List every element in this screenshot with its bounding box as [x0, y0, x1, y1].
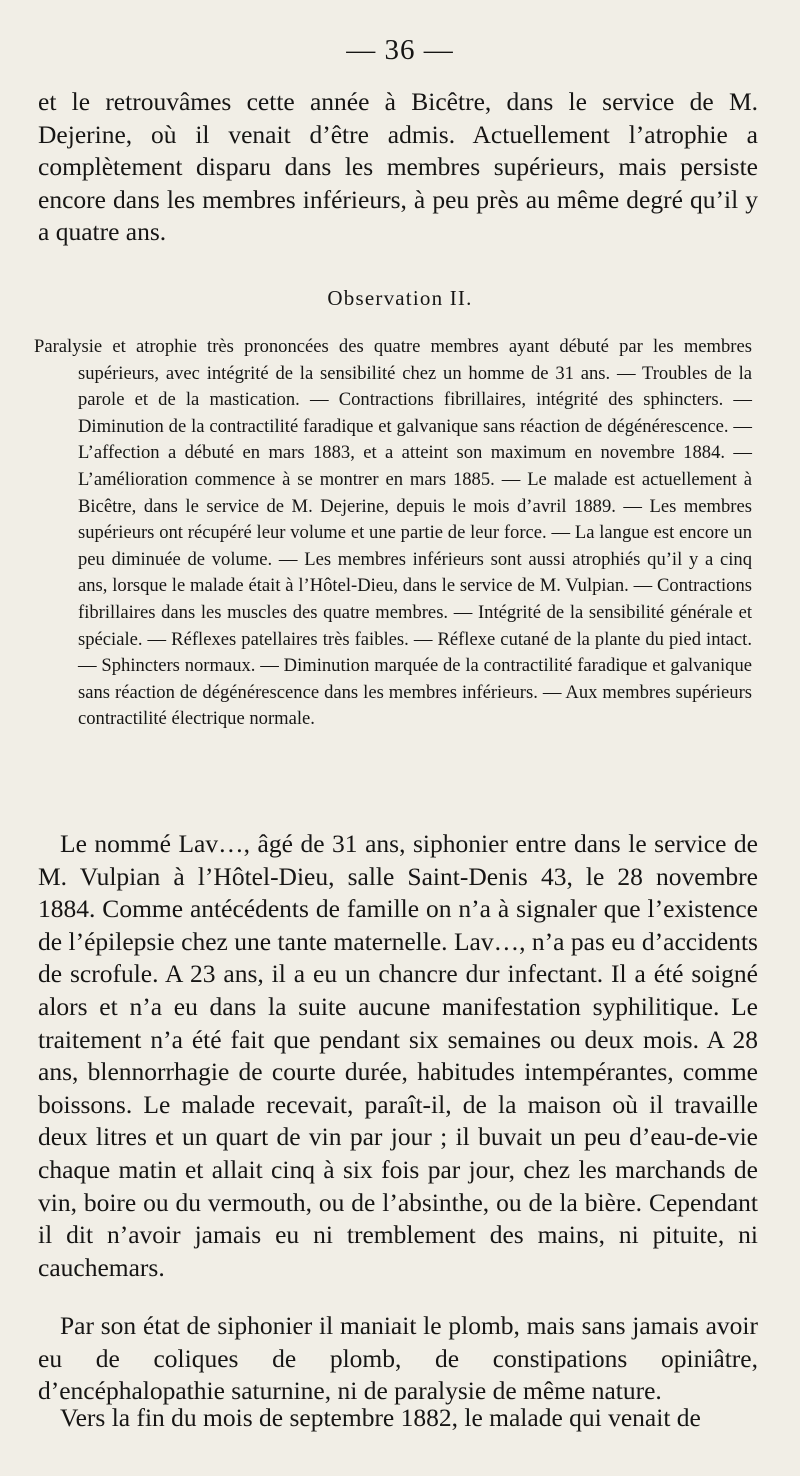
paragraph-occupation: Par son état de siphonier il maniait le plomb, mais sans jamais avoir eu de coliques de plomb, de constipations opiniâtre, d’encéphalopathie saturnine, ni de paralysie de même nature.: [38, 1311, 758, 1406]
paragraph-case-history: Le nommé Lav…, âgé de 31 ans, siphonier entre dans le service de M. Vulpian à l’Hôtel-Dieu, salle Saint-Denis 43, le 28 novembre 1884. Comme antécédents de famille on n’a à signaler que l’existence de l’épilepsie chez une tante maternelle. Lav…, n’a pas eu d’accidents de scrofule. A 23 ans, il a eu un chancre dur infectant. Il a été soigné alors et n’a eu dans la suite aucune manifestation syphilitique. Le traitement n’a été fait que pendant six semaines ou deux mois. A 28 ans, blennorrhagie de courte durée, habitudes intempérantes, comme boissons. Le malade recevait, paraît-il, de la maison où il travaille deux litres et un quart de vin par jour ; il buvait un peu d’eau-de-vie chaque matin et allait cinq à six fois par jour, chez les marchands de vin, boire ou du vermouth, ou de l’absinthe, ou de la bière. Cependant il dit n’avoir jamais eu ni tremblement des mains, ni pituite, ni cauchemars.: [38, 829, 758, 1282]
observation-summary: Paralysie et atrophie très prononcées des quatre membres ayant débuté par les membres supérieurs, avec intégrité de la sensibilité chez un homme de 31 ans. — Troubles de la parole et de la mastication. — Contractions fibrillaires, intégrité des sphincters. — Diminution de la contractilité faradique et galvanique sans réaction de dégénérescence. — L’affection a débuté en mars 1883, et a atteint son maximum en novembre 1884. — L’amélioration commence à se montrer en mars 1885. — Le malade est actuellement à Bicêtre, dans le service de M. Dejerine, depuis le mois d’avril 1889. — Les membres supérieurs ont récupéré leur volume et une partie de leur force. — La langue est encore un peu diminuée de volume. — Les membres inférieurs sont aussi atrophiés qu’il y a cinq ans, lorsque le malade était à l’Hôtel-Dieu, dans le service de M. Vulpian. — Contractions fibrillaires dans les muscles des quatre membres. — Intégrité de la sensibilité générale et spéciale. — Réflexes patellaires très faibles. — Réflexe cutané de la plante du pied intact. — Sphincters normaux. — Diminution marquée de la contractilité faradique et galvanique sans réaction de dégénérescence dans les membres inférieurs. — Aux membres supérieurs contractilité électrique normale.: [34, 336, 752, 730]
paragraph-onset: Vers la fin du mois de septembre 1882, le malade qui venait de: [60, 1403, 701, 1432]
paragraph-continuation: et le retrouvâmes cette année à Bicêtre, dans le service de M. Dejerine, où il venait d’être admis. Actuellement l’atrophie a complètement disparu dans les membres supérieurs, mais persiste encore dans les membres inférieurs, à peu près au même degré qu’il y a quatre ans.: [38, 87, 758, 247]
page-number: — 36 —: [346, 34, 454, 66]
observation-heading: Observation II.: [327, 286, 473, 310]
